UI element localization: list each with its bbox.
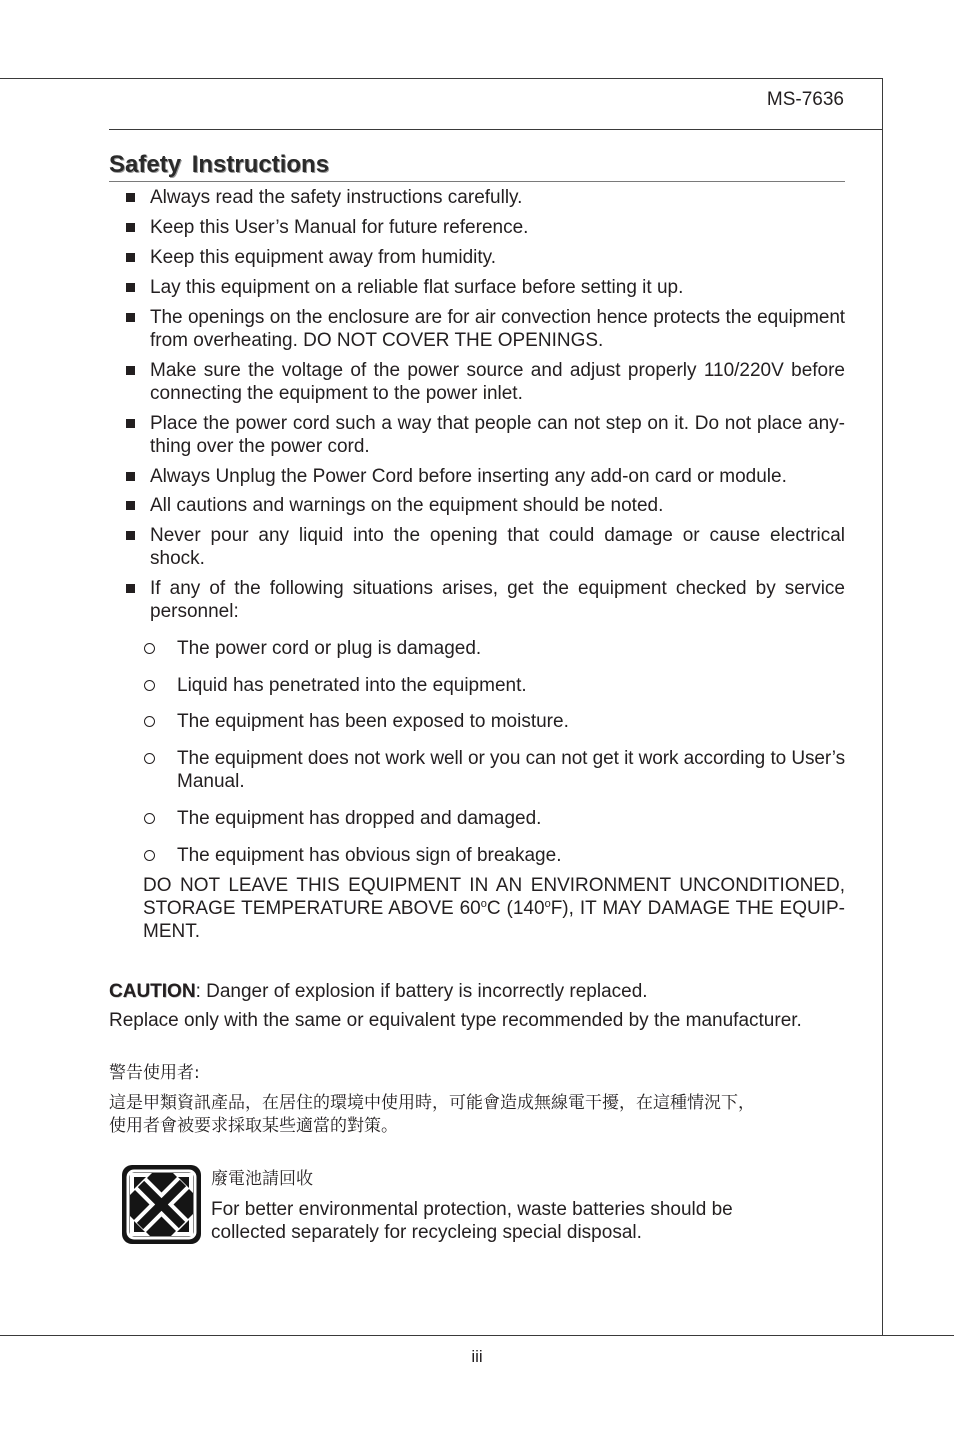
- circle-bullet-icon: [144, 753, 155, 764]
- recycle-text: [211, 1198, 811, 1244]
- title-underline: [109, 181, 845, 182]
- list-item: [150, 186, 845, 209]
- list-item-text: Make sure the voltage of the power source and adjust properly 110/220V before: [150, 360, 845, 381]
- list-item: [150, 412, 845, 458]
- right-margin-rule: [882, 78, 883, 1336]
- circle-bullet-icon: [144, 680, 155, 691]
- list-item: [150, 359, 845, 405]
- list-item-text: The openings on the enclosure are for air convection hence protects the equipment: [150, 307, 845, 328]
- warning-line: MENT.: [143, 921, 200, 942]
- sub-list-item-text: The equipment has been exposed to moisture.: [177, 711, 569, 732]
- list-item-text: Keep this User’s Manual for future reference.: [150, 217, 529, 238]
- square-bullet-icon: [126, 531, 135, 540]
- caution-label: CAUTION: [109, 981, 196, 1002]
- square-bullet-icon: [126, 419, 135, 428]
- square-bullet-icon: [126, 193, 135, 202]
- circle-bullet-icon: [144, 716, 155, 727]
- sub-list-item-text: The equipment does not work well or you can not get it work according to User’s: [177, 748, 845, 769]
- caution-line: [109, 980, 648, 1003]
- warning-text: C (140: [486, 898, 545, 919]
- list-item-text: thing over the power cord.: [150, 436, 370, 457]
- list-item-text: Never pour any liquid into the opening that could damage or cause electrical: [150, 525, 845, 546]
- sub-list-item: [177, 637, 845, 660]
- sub-list-item-text: The equipment has obvious sign of breakage.: [177, 845, 562, 866]
- caution-text: : Danger of explosion if battery is incorrectly replaced.: [195, 981, 648, 1002]
- recycle-text-line: For better environmental protection, waste batteries should be: [211, 1199, 733, 1220]
- list-item-text: Keep this equipment away from humidity.: [150, 247, 497, 268]
- list-item: [150, 577, 845, 623]
- header-rule: [109, 129, 883, 130]
- list-item: [150, 494, 845, 517]
- temperature-warning: [143, 874, 845, 943]
- square-bullet-icon: [126, 313, 135, 322]
- bottom-rule: [0, 1335, 954, 1336]
- model-number: MS-7636: [766, 89, 844, 110]
- recycle-heading: 廢電池請回收: [211, 1169, 313, 1189]
- warning-text: F), IT MAY DAMAGE THE EQUIP-: [550, 898, 845, 919]
- sub-list-item-text: Liquid has penetrated into the equipment.: [177, 675, 527, 696]
- circle-bullet-icon: [144, 813, 155, 824]
- list-item-text: Always read the safety instructions carefully.: [150, 187, 523, 208]
- page-title: Safety Instructions: [109, 151, 330, 178]
- circle-bullet-icon: [144, 850, 155, 861]
- list-item-text: personnel:: [150, 601, 239, 622]
- sub-list-item: [177, 674, 845, 697]
- list-item: [150, 306, 845, 352]
- square-bullet-icon: [126, 253, 135, 262]
- list-item: [150, 276, 845, 299]
- list-item: [150, 524, 845, 570]
- sub-list-item: [177, 844, 845, 867]
- square-bullet-icon: [126, 472, 135, 481]
- list-item: [150, 465, 845, 488]
- list-item-text: Always Unplug the Power Cord before inserting any add-on card or module.: [150, 466, 787, 487]
- square-bullet-icon: [126, 584, 135, 593]
- top-rule: [0, 78, 883, 79]
- list-item-text: All cautions and warnings on the equipment should be noted.: [150, 495, 664, 516]
- square-bullet-icon: [126, 283, 135, 292]
- sub-list-item-text: Manual.: [177, 771, 245, 792]
- degree-symbol: o: [544, 898, 551, 910]
- square-bullet-icon: [126, 366, 135, 375]
- sub-list-item: [177, 710, 845, 733]
- square-bullet-icon: [126, 223, 135, 232]
- square-bullet-icon: [126, 501, 135, 510]
- chinese-notice-heading: 警告使用者:: [109, 1063, 200, 1083]
- chinese-notice-line: 這是甲類資訊產品，在居住的環境中使用時，可能會造成無線電干擾，在這種情況下，: [109, 1093, 755, 1113]
- warning-line: DO NOT LEAVE THIS EQUIPMENT IN AN ENVIRONMENT UNCONDITIONED,: [143, 875, 845, 896]
- sub-list-item: [177, 747, 845, 793]
- warning-text: STORAGE TEMPERATURE ABOVE 60: [143, 898, 481, 919]
- caution-replacement-text: Replace only with the same or equivalent type recommended by the manufacturer.: [109, 1010, 802, 1031]
- warning-line: [143, 897, 845, 920]
- sub-list-item-text: The power cord or plug is damaged.: [177, 638, 482, 659]
- chinese-notice-line: 使用者會被要求採取某些適當的對策。: [109, 1116, 398, 1136]
- sub-list-item: [177, 807, 845, 830]
- list-item-text: Place the power cord such a way that people can not step on it. Do not place any-: [150, 413, 845, 434]
- degree-symbol: o: [480, 898, 487, 910]
- list-item-text: If any of the following situations arises, get the equipment checked by service: [150, 578, 845, 599]
- circle-bullet-icon: [144, 643, 155, 654]
- list-item-text: from overheating. DO NOT COVER THE OPENINGS.: [150, 330, 604, 351]
- list-item: [150, 246, 845, 269]
- recycle-text-line: collected separately for recycleing special disposal.: [211, 1222, 642, 1243]
- list-item-text: Lay this equipment on a reliable flat surface before setting it up.: [150, 277, 684, 298]
- page-number: iii: [471, 1347, 483, 1366]
- list-item-text: shock.: [150, 548, 205, 569]
- chinese-notice-body: [109, 1092, 849, 1138]
- sub-list-item-text: The equipment has dropped and damaged.: [177, 808, 542, 829]
- battery-recycle-icon: [122, 1165, 201, 1244]
- list-item-text: connecting the equipment to the power inlet.: [150, 383, 523, 404]
- list-item: [150, 216, 845, 239]
